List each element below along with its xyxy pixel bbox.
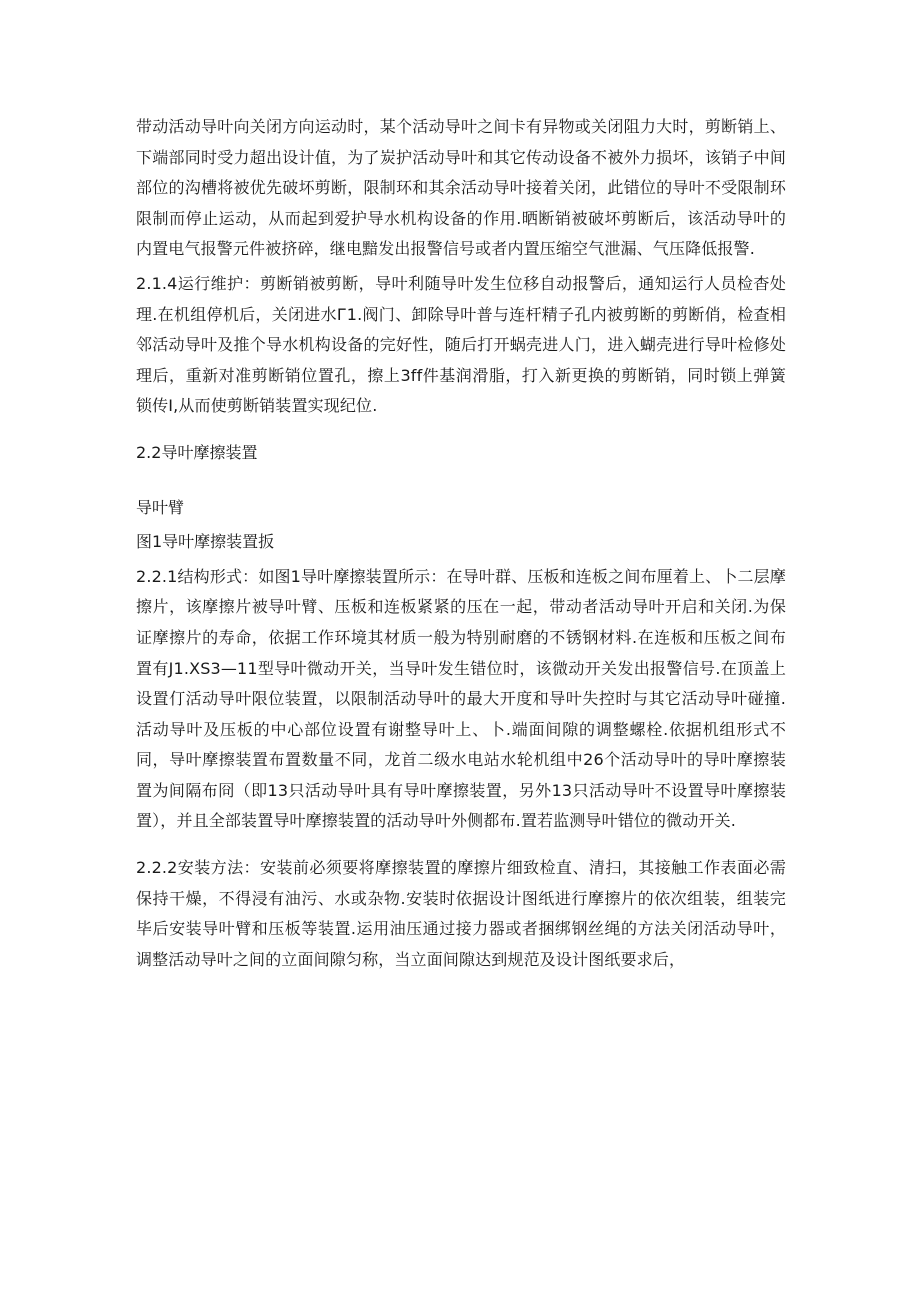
document-body: [136, 112, 786, 975]
figure-label-guide-vane-arm: 导叶臂: [136, 497, 185, 517]
paragraph-2-2-2-installation: 2.2.2安装方法：安装前必须要将摩擦装置的摩擦片细致检直、清扫，其接触工作表面必需保持干燥，不得浸有油污、水或杂物.安装时依据设计图纸进行摩擦片的依次组装，组装完毕后安装导叶臂和压板等装置.运用油压通过接力器或者捆绑钢丝绳的方法关闭活动导叶，调整活动导叶之间的立面间隙匀称，当立面间隙达到规范及设计图纸要求后，: [136, 858, 786, 969]
spacer: [136, 422, 786, 438]
spacer: [136, 837, 786, 853]
section-heading-2-2: 2.2导叶摩擦装置: [136, 442, 258, 462]
paragraph-2-2-1-structure: 2.2.1结构形式：如图1导叶摩擦装置所示：在导叶群、压板和连板之间布厘着上、卜二层摩擦片，该摩擦片被导叶臂、压板和连板紧紧的压在一起，带动者活动导叶开启和关闭.为保证摩擦片的寿命，依据工作环境其材质一般为特别耐磨的不锈钢材料.在连板和压板之间布置有J1.XS3—11型导叶微动开关，当导叶发生错位时，该微动开关发出报警信号.在顶盖上设置仃活动导叶限位装置，以限制活动导叶的最大开度和导叶失控时与其它活动导叶碰撞.活动导叶及压板的中心部位设置有谢整导叶上、卜.端面间隙的调整螺栓.依据机组形式不同，导叶摩擦装置布置数量不同，龙首二级水电站水轮机组中26个活动导叶的导叶摩擦装置为间隔布冏（即13只活动导叶具有导叶摩擦装置，另外13只活动导叶不设置导叶摩擦装置），并且全部装置导叶摩擦装置的活动导叶外侧都布.置若监测导叶错位的微动开关.: [136, 566, 786, 831]
figure-caption: 图1导叶摩擦装置扳: [136, 532, 275, 552]
spacer: [136, 469, 786, 493]
paragraph-shear-pin-function: 带动活动导叶向关闭方向运动时，某个活动导叶之间卡有异物或关闭阻力大时，剪断销上、下端部同时受力超出设计值，为了炭护活动导叶和其它传动设备不被外力损坏，该销子中间部位的沟槽将被优先破坏剪断，限制环和其余活动导叶接着关闭，此错位的导叶不受限制环限制而停止运动，从而起到爱护导水机构设备的作用.晒断销被破坏剪断后，该活动导叶的内置电气报警元件被挤碎，继电黯发出报警信号或者内置压缩空气泄漏、气压降低报警.: [136, 117, 786, 259]
paragraph-2-1-4-operation-maintenance: 2.1.4运行维护：剪断销被剪断，导叶利随导叶发生位移自动报警后，通知运行人员检杳处理.在机组停机后，关闭进水Г1.阀门、卸除导叶普与连杆精子孔内被剪断的剪断俏，检查相邻活动导叶及推个导水机构设备的完好性，随后打开蜗壳进人门，进入蝴壳进行导叶检修处理后，重新对准剪断销位置孔，擦上3ff件基润滑脂，打入新更换的剪断销，同时锁上弹簧锁传I,从而使剪断销装置实现纪位.: [136, 273, 786, 416]
